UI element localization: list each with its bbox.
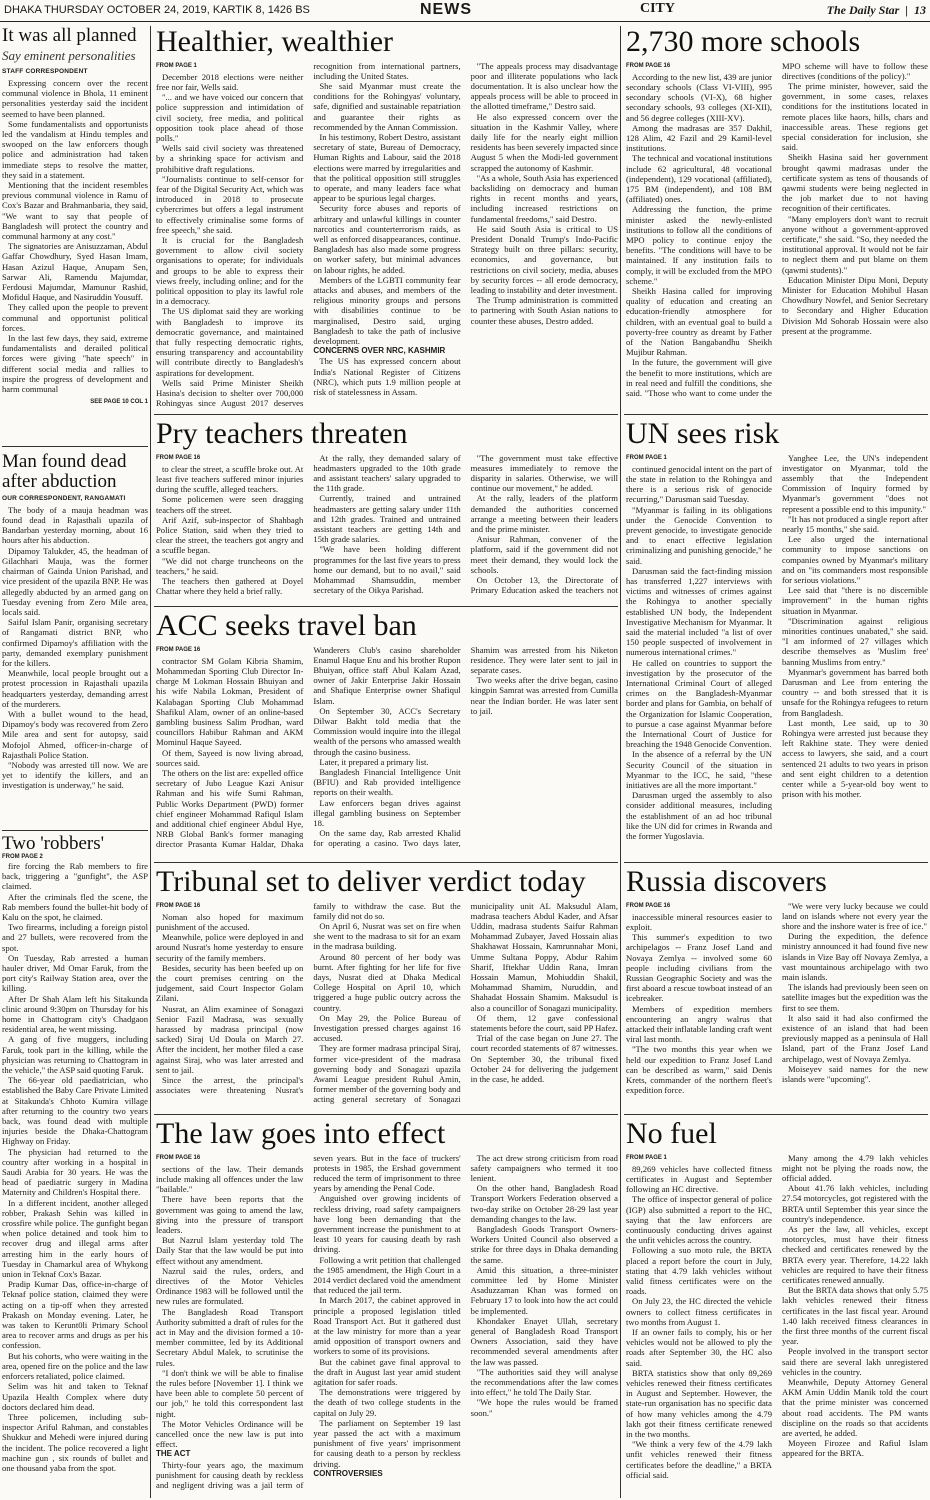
paragraph: Selim was hit and taken to Teknaf Upazila Health Complex where duty doctors declared him dead.: [2, 1381, 148, 1412]
headline: No fuel: [626, 1118, 717, 1150]
paragraph: "... and we have voiced our concern that police suppression and intimidation of civil society, free media, and political opposition took place ahead of those polls.": [156, 92, 304, 143]
jump-line: FROM PAGE 16: [626, 62, 671, 69]
paragraph: After Dr Shah Alam left his Sitakunda clinic around 9:30pm on Thursday for his home in Chattogram city's Chadgaon residential area, he went missing.: [2, 993, 148, 1035]
brand-name: The Daily Star: [826, 3, 900, 17]
paragraph: On September 30, ACC's Secretary Dilwar Bakht told media that the Commission would inquire into the illegal wealth of the persons who amassed wealth through the casino business.: [313, 705, 461, 757]
paragraph: Noman also hoped for maximum punishment of the accused.: [156, 911, 304, 932]
paragraph: There have been reports that the government was going to amend the law, giving into the pressure of transport leaders.: [156, 1194, 304, 1235]
jump-line: FROM PAGE 1: [156, 62, 197, 69]
paragraph: Wells said civil society was threatened by a shrinking space for activism and prohibitive draft regulations.: [156, 143, 304, 174]
paragraph: The others on the list are: expelled office secretary of Jubo League Kazi Anisur Rahman and his wife Sumi Rahman, Public Works Department (PWD) former chief engineer Mohammad Rafiqul Islam and additional chief engineer Abdul Hye, NRB Global Bank's former managing director Prasanta Kumar Haldar, Dhaka Wanderers Club's casino shareholder Enamul Haque Enu and his brother Rupon Bhuiyan, office staff Abul Kalam Azad, owner of Jakir Enterprise Jakir Hossain and Shafique Enterprise owner Shafiqul Islam.: [156, 644, 461, 850]
paragraph: Last month, Lee said, up to 30 Rohingya were arrested just because they left Rakhine state. They were denied access to lawyers, she said, and a court sentenced 21 adults to two years in prison and sent eight children to a detention center while a 5-year-old boy went to prison with his mother.: [782, 717, 928, 800]
paragraph: The body of a mauja headman was found dead in Rajasthali upazila of Bandarban yesterday morning, about 16 hours after his abduction.: [2, 504, 148, 546]
paragraph: The parliament on September 19 last year passed the act with a maximum punishment of five years' imprisonment for causing death to a person by reckless driving.: [313, 1417, 461, 1469]
paragraph: Currently, trained and untrained headmasters are getting salary under 11th and 12th grades. Trained and untrained assistant teachers are getting 14th and 15th grade salaries.: [313, 493, 461, 545]
paragraph: Two weeks after the drive began, casino kingpin Samrat was arrested from Cumilla near the Indian border. He was later sent to jail.: [470, 675, 618, 716]
paragraph: Nazrul said the rules, orders, and directives of the Motor Vehicles Ordinance 1983 will be followed until the new rules are formulated.: [156, 1265, 304, 1307]
paragraph: Thirty-four years ago, the maximum punishment for causing death by reckless and negligent driving was a jail term of seven years. But in the face of truckers' protests in 1985, the Ershad government reduced the term of imprisonment to three years by amending the Penal Code.: [156, 1152, 461, 1490]
paragraph: "Myanmar is failing in its obligations under the Genocide Convention to prevent genocide, to investigate genocide and to enact effective legislation criminalizing and punishing genocide," he said.: [626, 504, 772, 566]
story-planned: [2, 26, 148, 444]
paragraph: After the criminals fled the scene, the Rab members found the bullet-hit body of Kalu on the spot, he claimed.: [2, 891, 148, 922]
paragraph: This summer's expedition to two archipelagos -- Franz Josef Land and Novaya Zemlya -- involved some 60 people including civilians from the Russian Geographic Society and was the first aboard a rescue towboat instead of an icebreaker.: [626, 932, 772, 1004]
story-robbers: [2, 834, 148, 1498]
paragraph: But Nazrul Islam yesterday told The Daily Star that the law would be put into effect without any amendment.: [156, 1235, 304, 1266]
paragraph: Dipamoy Talukder, 45, the headman of Gilachhari Mauja, was the former chairman of Gainda Union Parishad, and vice president of the upazila BNP. He was allegedly abducted by an armed gang on Tuesday evening from Zero Mile area, locals said.: [2, 545, 148, 617]
jump-line: FROM PAGE 16: [626, 902, 671, 909]
paragraph: Myanmar's government has barred both Darusman and Lee from entering the country -- and both stressed that it is unsafe for the Rohingya refugees to return from Bangladesh.: [782, 666, 928, 718]
paragraph: They are former madrasa principal Siraj, former vice-president of the madrasa governing body and Sonagazi upazila Awami League president Ruhul Amin, former member of the governing body and acting general secretary of Sonagazi municipality unit AL Maksudul Alam, madrasa teachers Abdul Kader, and Afsar Uddin, madrasa students Saifur Rahman Mohammad Zubayer, Javed Hossain alias Shakhawat Hossain, Kamrunnahar Moni, Umme Sultana Poppy, Abdur Rahim Sharif, Iftekhar Uddin Rana, Imran Hossain Mamun, Mohiuddin Shakil, Mohammad Shamim, Nuruddin, and Shahadat Hossain Shamim. Maksudul is also a councillor of Sonagazi municipality.: [313, 900, 618, 1105]
page-number: 13: [914, 3, 926, 17]
paragraph: fire forcing the Rab members to fire back, triggering a "gunfight", the ASP claimed.: [2, 860, 148, 892]
paragraph: Khondaker Enayet Ullah, secretary general of Bangladesh Road Transport Owners Association, said they have recommended several amendments after the law was passed.: [470, 1315, 618, 1367]
section-rule: [624, 414, 928, 415]
paragraph: Of them, 12 gave confessional statements before the court, said PP Hafez.: [470, 1012, 618, 1033]
paragraph: Some fundamentalists and opportunists led the vandalism at Hindu temples and swooped on the law enforcers though police and administration had taken immediate steps to resolve the matter, they said in a statement.: [2, 118, 148, 180]
paragraph: Lee also urged the international community to impose sanctions on companies owned by Myanmar's military and on "its commanders most responsible for serious violations.": [782, 534, 928, 585]
paragraph: Expressing concern over the recent communal violence in Bhola, 11 eminent personalities yesterday said the incident seemed to have been planned.: [2, 77, 148, 119]
paragraph: With a bullet wound to the head, Dipamoy's body was recovered from Zero Mile area and sent for autopsy, said Mofojol Ahmed, officer-in-charge of Rajasthali Police Station.: [2, 708, 148, 760]
paragraph: In March 2017, the cabinet approved in principle a proposed legislation titled Road Transport Act. But it gathered dust at the law ministry for more than a year amid opposition of transport owners and workers to some of its provisions.: [313, 1295, 461, 1357]
paragraph: In the last few days, they said, extreme fundamentalists and derailed political forces were giving "hate speech" in different social media and rallies to inspire the progress of development and harm communal: [2, 333, 148, 395]
headline: 2,730 more schools: [626, 26, 861, 58]
paragraph: "We were very lucky because we could land on islands where not every year the shore and the inshore water is free of ice.": [782, 900, 928, 931]
paragraph: Since the arrest, the principal's associates were threatening Nusrat's family to withdraw the case. But the family did not do so.: [156, 900, 461, 1096]
paragraph: The technical and vocational institutions include 62 agricultural, 48 vocational (independent), 129 vocational (affiliated), 175 BM (independent), and 108 BM (affiliated) ones.: [626, 153, 772, 205]
paragraph: "Discrimination against religious minorities continues unabated," she said. "I am informed of 27 villages which describe themselves as 'Muslim free' banning Muslims from entry.": [782, 615, 928, 667]
paragraph: The demonstrations were triggered by the death of two college students in the capital on July 29.: [313, 1387, 461, 1418]
story-body: [156, 61, 618, 409]
paragraph: In the absence of a referral by the UN Security Council of the situation in Myanmar to the ICC, he said, "these initiatives are all the more important.": [626, 749, 772, 790]
story-teachers: [156, 418, 618, 604]
paragraph: Moyeen Firozee and Rafiul Islam appeared for the BRTA.: [782, 1438, 928, 1459]
deck: Say eminent personalities: [2, 47, 136, 63]
paragraph: Wells said Prime Minister Sheikh Hasina's decision to shelter over 700,000 Rohingyas since August 2017 deserves recognition from international partners, including the United States.: [156, 60, 461, 409]
section-rule: [154, 1114, 618, 1115]
subheading: CONCERNS OVER NRC, KASHMIR: [313, 346, 446, 356]
paragraph: The physician had returned to the country after working in a hospital in Saudi Arabia for 30 years. He was the head of paediatric surgery in Madina Maternity and Children's Hospital there.: [2, 1146, 148, 1198]
story-body: [156, 1153, 618, 1495]
story-abduction: [2, 452, 148, 828]
paragraph: Meanwhile, local people brought out a protest procession in Rajasthali upazila headquarters yesterday, demanding arrest of the murderers.: [2, 668, 148, 709]
paragraph: Saiful Islam Panir, organising secretary of Rangamati district BNP, who confirmed Dipamoy's affiliation with the party, demanded exemplary punishment for the killers.: [2, 617, 148, 668]
jump-line: FROM PAGE 16: [156, 646, 201, 653]
story-body: [2, 505, 148, 825]
paragraph: Later, it prepared a primary list.: [319, 756, 429, 767]
paragraph: Sheikh Hasina said her government brought qawmi madrasas under the certificate system as tens of thousands of qawmi students were being neglected in the job market due to not having recognition of their certificates.: [782, 152, 928, 214]
story-body: [156, 901, 618, 1109]
paragraph: "It has not produced a single report after nearly 15 months," she said.: [782, 513, 928, 534]
story-body: [2, 78, 148, 398]
paragraph: The prime minister, however, said the government, in some cases, relaxes conditions for the institutions located in remote places like haors, hills, chars and inaccessible areas. These regions get special consideration for inclusion, she said.: [782, 80, 928, 153]
paragraph: "The government must take effective measures immediately to remove the disparity in salaries. Otherwise, we will continue our movement," he added.: [470, 452, 618, 494]
paragraph: Arif Azif, sub-inspector of Shahbagh Police Station, said when they tried to clear the street, the teachers got angry and a scuffle began.: [156, 514, 304, 556]
paragraph: Nusrat, an Alim examinee of Sonagazi Senior Fazil Madrasa, was sexually harassed by madrasa principal (now sacked) Siraj Ud Doula on March 27. After the incident, her mother filed a case against Siraj, who was later arrested and sent to jail.: [156, 1003, 304, 1075]
paragraph: inaccessible mineral resources easier to exploit.: [626, 911, 772, 932]
paragraph: The Trump administration is committed to partnering with South Asian nations to counter these abuses, Destro added.: [470, 295, 618, 326]
paragraph: Two firearms, including a foreign pistol and 27 bullets, were recovered from the spot.: [2, 922, 148, 953]
paragraph: Sheikh Hasina called for improving quality of education and creating an education-friendly atmosphere for children, with an eventual goal to build a poverty-free country as dreamt by Father of the Nation Bangabandhu Sheikh Mujibur Rahman.: [626, 285, 772, 358]
jump-line: FROM PAGE 16: [156, 902, 201, 909]
paragraph: "Journalists continue to self-censor for fear of the Digital Security Act, which was introduced in 2018 to prosecute cybercrimes but offers a legal instrument to effectively criminalise some forms of free speech," she said.: [156, 173, 304, 235]
paragraph: "We hope the rules would be framed soon.": [470, 1397, 618, 1418]
column-rule: [150, 26, 151, 1498]
paragraph: The teachers then gathered at Doyel Chattar where they held a brief rally.: [156, 575, 304, 597]
paragraph: On the other hand, Bangladesh Road Transport Workers Federation observed a two-day strike on October 28-29 last year demanding changes to the law.: [470, 1183, 618, 1224]
story-schools: [626, 26, 928, 412]
section-rule: [154, 862, 618, 863]
paragraph: "We did not charge truncheons on the teachers," he said.: [156, 555, 304, 576]
paragraph: "We have been holding different programmes for the last five years to press home our demand, but to no avail," said Mohammad Shamsuddin, member secretary of the Oikya Parishad.: [313, 544, 461, 596]
paragraph: Amid this situation, a three-minister committee led by Home Minister Asaduzzaman Khan was formed on February 17 to look into how the act could be implemented.: [470, 1264, 618, 1316]
story-tribunal: [156, 866, 618, 1112]
story-healthier: [156, 26, 618, 412]
story-body: [626, 901, 928, 1109]
paragraph: During the expedition, the defence ministry announced it had found five new islands in Vize Bay off Novaya Zemlya, a vast mountainous archipelago with two main islands.: [782, 931, 928, 982]
paragraph: According to the new list, 439 are junior secondary schools (Class VI-VIII), 995 secondary schools (VI-X), 68 higher secondary schools, 93 colleges (XI-XII), and 56 degree colleges (XIII-XV).: [626, 71, 772, 123]
paragraph: The office of inspector general of police (IGP) also submitted a report to the HC, saying that the law enforcers are continuously conducting drives against the unfit vehicles across the country.: [626, 1194, 772, 1246]
paragraph: "The authorities said they will analyse the recommendations after the law comes into effect," he told The Daily Star.: [470, 1366, 618, 1398]
paragraph: The act drew strong criticism from road safety campaigners who termed it too lenient.: [470, 1152, 618, 1183]
paragraph: "As a whole, South Asia has experienced backsliding on democracy and human rights in recent months and years, including increased restrictions on fundamental freedoms," said Destro.: [470, 172, 618, 224]
paragraph: But the BRTA data shows that only 5.75 lakh vehicles renewed their fitness certificates in the last fiscal year. Around 1.40 lakh received fitness clearances in the first three months of the current fiscal year.: [782, 1285, 928, 1347]
paragraph: People involved in the transport sector said there are several lakh unregistered vehicles in the country.: [782, 1346, 928, 1377]
paragraph: December 2018 elections were neither free nor fair, Wells said.: [156, 71, 304, 92]
newspaper-brand: The Daily Star | 13: [826, 3, 926, 17]
paragraph: Many among the 4.79 lakh vehicles might not be plying the roads now, the official added.: [782, 1152, 928, 1183]
paragraph: He also expressed concern over the situation in the Kashmir Valley, where daily life for the nearly eight million residents has been severely impacted since August 5 when the Modi-led government scrapped the autonomy of Kashmir.: [470, 111, 618, 173]
paragraph: The islands had previously been seen on satellite images but the expedition was the first to see them.: [782, 982, 928, 1013]
story-acc: [156, 610, 618, 860]
jump-line: FROM PAGE 16: [156, 1154, 201, 1161]
section-rule: [154, 606, 618, 607]
paragraph: 89,269 vehicles have collected fitness certificates in August and September following an HC directive.: [626, 1163, 772, 1195]
paragraph: A gang of five muggers, including Faruk, took part in the killing, while the physician was returning to Chattogram in the vehicle," the ASP said quoting Faruk.: [2, 1034, 148, 1075]
paragraph: Trial of the case began on June 27. The court recorded statements of 87 witnesses. On September 30, the tribunal fixed October 24 for delivering the judgement in the case, he added.: [470, 1033, 618, 1084]
paragraph: About 41.76 lakh vehicles, including 27.54 motorcycles, got registered with the BRTA until September this year since the country's independence.: [782, 1183, 928, 1224]
paragraph: Darusman urged the assembly to also consider additional measures, including the establishment of an ad hoc tribunal like the UN did for crimes in Rwanda and the former Yugoslavia.: [626, 790, 772, 842]
paragraph: "Nobody was arrested till now. We are yet to identify the killers, and an investigation is underway," he said.: [2, 759, 148, 791]
headline: ACC seeks travel ban: [156, 610, 417, 642]
headline: Two 'robbers': [2, 834, 105, 854]
paragraph: Following a writ petition that challenged the 1985 amendment, the High Court in a 2014 verdict declared void the amendment that reduced the jail term.: [313, 1254, 461, 1296]
paragraph: BRTA statistics show that only 89,269 vehicles renewed their fitness certificates in August and September. However, the state-run organisation has no specific data of how many vehicles among the 4.79 lakh got their fitness certificate renewed in the two months.: [626, 1367, 772, 1439]
masthead: [0, 0, 930, 22]
paragraph: "The appeals process may disadvantage poor and illiterate populations who lack documentation. It is also unclear how the appeals process will be able to proceed in the allotted timeframe," Destro said.: [470, 60, 618, 112]
paragraph: She said Myanmar must create the conditions for the Rohingyas' voluntary, safe, dignified and sustainable repatriation and guarantee their rights as recommended by the Annan Commission.: [313, 80, 461, 132]
section-rule: [624, 862, 928, 863]
paragraph: continued genocidal intent on the part of the state in relation to the Rohingya and there is a serious risk of genocide recurring," Darusman said Tuesday.: [626, 463, 772, 505]
jump-line: FROM PAGE 1: [626, 1154, 667, 1161]
paragraph: Some policemen were seen dragging teachers off the street.: [156, 494, 304, 515]
story-law: [156, 1118, 618, 1498]
paragraph: Meanwhile, police were deployed in and around Nusrat's home yesterday to ensure security of the family members.: [156, 932, 304, 963]
paragraph: The US has expressed concern about India's National Register of Citizens (NRC), which puts 1.9 million people at risk of statelessness in Assam.: [313, 356, 461, 397]
paragraph: On July 23, the HC directed the vehicle owners to collect fitness certificates in two months from August 1.: [626, 1296, 772, 1327]
paragraph: On Tuesday, Rab arrested a human hauler driver, Md Omar Faruk, from the port city's Railway Station area, over the killing.: [2, 952, 148, 994]
paragraph: At the rally, they demanded salary of headmasters upgraded to the 10th grade and assistant teachers' salary upgraded to the 11th grade.: [313, 452, 461, 494]
section-rule: [2, 830, 148, 831]
paragraph: Among the madrasas are 357 Dakhil, 128 Alim, 42 Fazil and 29 Kamil-level institutions.: [626, 122, 772, 154]
paragraph: contractor SM Golam Kibria Shamim, Mohammedan Sporting Club Director In-charge M Lokman Hossain Bhuiyan and his wife Nabila Lokman, President of Kalabagan Sporting Club Mohammad Shafikul Alam, owner of an online-based gambling business Salim Prodhan, ward councillors Habibur Rahman and AKM Mominul Haque Sayeed.: [156, 655, 304, 748]
paragraph: The US diplomat said they are working with Bangladesh to improve its democratic governance, and maintained that fully respecting democratic rights, ensuring transparency and accountability will contribute directly to Bangladesh's aspirations for development.: [156, 306, 304, 378]
paragraph: Bangladesh Financial Intelligence Unit (BFIU) and Rab provided intelligence reports on their wealth.: [313, 766, 461, 798]
paragraph: It is crucial for the Bangladesh government to allow civil society organisations to operate; for individuals and groups to be able to express their views freely, including online; and for the political opposition to play its lawful role in a democracy.: [156, 234, 304, 307]
paragraph: It also said it had also confirmed the existence of an island that had been previously mapped as a peninsula of Hall Island, part of the Franz Josef Land archipelago, west of Novaya Zemlya.: [782, 1012, 928, 1064]
subsection-label: CITY: [640, 1, 676, 16]
paragraph: He called on countries to support the investigation by the prosecutor of the International Criminal Court of alleged crimes on the Bangladesh-Myanmar border and plans for Gambia, on behalf of the Organization for Islamic Cooperation, to pursue a case against Myanmar before the International Court of Justice for breaching the 1948 Genocide Convention.: [626, 657, 772, 750]
paragraph: Darusman said the fact-finding mission has transferred 1,227 interviews with victims and witnesses of crimes against the Rohingya to another specially established UN body, the Independent Investigative Mechanism for Myanmar. It said the material included "a list of over 150 people suspected of involvement in numerous international crimes.": [626, 565, 772, 658]
jump-line: FROM PAGE 16: [156, 454, 201, 461]
paragraph: Members of the LGBTI community fear attacks and abuses, and members of the religious minority groups and persons with disabilities continue to be marginalised, Destro said, urging Bangladesh to take the path of inclusive development.: [313, 274, 461, 346]
paragraph: On October 13, the Directorate of Primary Education asked the teachers not: [470, 574, 618, 596]
paragraph: In a different incident, another alleged robber, Prakash Sehin was killed in crossfire while police. The gunfight began when police detained and took him to recover drug and illegal arms after arresting him in the early hours of Tuesday in Chamarkul area of Whykong union in Teknaf Cox's Bazar.: [2, 1197, 148, 1280]
paragraph: Addressing the function, the prime minister asked the newly-enlisted institutions to follow all the conditions of MPO policy to continue enjoy the benefits. "The conditions will have to be maintained. If any institution fails to comply, it will be excluded from the MPO scheme.": [626, 204, 772, 286]
headline: Tribunal set to deliver verdict today: [156, 866, 586, 898]
headline: Man found dead after abduction: [2, 452, 127, 492]
paragraph: In his testimony, Robert Destro, assistant secretary of state, Bureau of Democracy, Human Rights and Labour, said the 2018 elections were marred by irregularities and that the political opposition still struggles to operate, and many leaders face what appear to be spurious legal charges.: [313, 131, 461, 204]
story-russia: [626, 866, 928, 1112]
story-fuel: [626, 1118, 928, 1498]
headline: The law goes into effect: [156, 1118, 446, 1150]
section-label: NEWS: [420, 1, 472, 18]
paragraph: sections of the law. Their demands include making all offences under the law "bailable.": [156, 1163, 304, 1195]
paragraph: Education Minister Dipu Moni, Deputy Minister for Education Mohibul Hasan Chowdhury Nowfel, and Senior Secretary to Secondary and Higher Education Division Md Sohorab Hossain were also present at the programme.: [782, 274, 928, 336]
headline: It was all planned: [2, 26, 137, 46]
paragraph: In the future, the government will give the benefit to more institutions, which are in real need and fulfill the conditions, she said. "Those who want to come under the MPO scheme will have to follow these directives (conditions of the policy).": [626, 60, 928, 398]
headline: UN sees risk: [626, 418, 780, 450]
dateline: DHAKA THURSDAY OCTOBER 24, 2019, KARTIK 8, 1426 BS: [4, 4, 310, 16]
paragraph: But the cabinet gave final approval to the draft in August last year amid student agitation for safer roads.: [313, 1356, 461, 1387]
paragraph: Yanghee Lee, the UN's independent investigator on Myanmar, told the assembly that the Independent Commission of Inquiry formed by Myanmar's government "does not represent a possible end to this impunity.": [782, 452, 928, 514]
paragraph: Bangladesh Goods Transport Owners-Workers United Council also observed a strike for three days in Dhaka demanding the same.: [470, 1223, 618, 1265]
paragraph: "I don't think we will be able to finalise the rules before [November 1]. I think we have been able to complete 50 percent of our job," he told this correspondent last night.: [156, 1367, 304, 1419]
paragraph: But his cohorts, who were waiting in the area, opened fire on the police and the law enforcers retaliated, police claimed.: [2, 1350, 148, 1382]
paragraph: Besides, security has been beefed up on the court premises centring on the judgement, said Court Inspector Golam Zilani.: [156, 962, 304, 1004]
paragraph: Mentioning that the incident resembles previous communal violence in Ramu of Cox's Bazar and Brahmanbaria, they said, "We want to say that people of Bangladesh will protect the country and communal harmony at any cost.": [2, 179, 148, 241]
section-rule: [624, 1114, 928, 1115]
paragraph: The Bangladesh Road Transport Authority submitted a draft of rules for the act in May and the division formed a 10-member committee, led by its Additional Secretary Abdul Malek, to scrutinise the rules.: [156, 1306, 304, 1368]
paragraph: "The two months this year when we held our expedition to Franz Josef Land can be described as warm," said Denis Krets, commander of the northern fleet's expedition force.: [626, 1044, 772, 1096]
story-body: [626, 1153, 928, 1495]
story-body: [2, 861, 148, 1491]
headline: Russia discovers: [626, 866, 827, 898]
paragraph: Moiseyev said names for the new islands were "upcoming".: [782, 1063, 928, 1084]
section-rule: [154, 414, 618, 415]
paragraph: Lee said that "there is no discernible improvement" in the human rights situation in Myanmar.: [782, 585, 928, 616]
paragraph: Pradip Kumar Das, office-in-charge of Teknaf police station, claimed they were acting on a tip-off when they arrested Prakash on Monday evening. Later, he was taken to Kerunt0li Primary School area to recover arms and drugs as per his confession.: [2, 1279, 148, 1351]
paragraph: He said South Asia is critical to US President Donald Trump's Indo-Pacific Strategy built on three pillars: security, economics, and governance, but restrictions on civil society, media, abuses by security forces -- all erode democracy, leading to instability and deter investment.: [470, 223, 618, 295]
story-body: [156, 645, 618, 857]
paragraph: They called upon the people to prevent communal and opportunist political forces.: [2, 302, 148, 333]
story-body: [156, 453, 618, 601]
paragraph: On the same day, Rab arrested Khalid for operating a casino. Two days later, Shamim was arrested from his Niketon residence. They were later sent to jail in separate cases.: [313, 644, 618, 849]
paragraph: Meanwhile, Deputy Attorney General AKM Amin Uddin Manik told the court that the prime minister was concerned about road accidents. The PM wants discipline on the roads so that accidents are averted, he added.: [782, 1376, 928, 1438]
paragraph: The Motor Vehicles Ordinance will be cancelled once the new law is put into effect.: [156, 1418, 304, 1450]
paragraph: If an owner fails to comply, his or her vehicles would not be allowed to ply the roads after September 30, the HC also said.: [626, 1326, 772, 1368]
headline: Healthier, wealthier: [156, 26, 394, 58]
paragraph: to clear the street, a scuffle broke out. At least five teachers suffered minor injuries during the scuffle, alleged teachers.: [156, 463, 304, 495]
paragraph: On April 6, Nusrat was set on fire when she went to the madrasa to sit for an exam in the madrasa building.: [313, 920, 461, 952]
byline: STAFF CORRESPONDENT: [2, 67, 88, 75]
paragraph: "Many employers don't want to recruit anyone without a government-approved certificate," she said. "So, they needed the institutional approval. It would not be fair to neglect them and put blame on them (qawmi students).": [782, 213, 928, 275]
paragraph: "We think a very few of the 4.79 lakh unfit vehicles renewed their fitness certificates before the deadline," a BRTA official said.: [626, 1439, 772, 1480]
paragraph: At the rally, leaders of the platform demanded the authorities concerned arrange a meeting between their leaders and the prime minister.: [470, 493, 618, 534]
paragraph: Anisur Rahman, convener of the platform, said if the government did not meet their demand, they would lock the schools.: [470, 534, 618, 575]
paragraph: Anguished over growing incidents of reckless driving, road safety campaigners have long been demanding that the government increase the punishment to at least 10 years for causing death by rash driving.: [313, 1193, 461, 1255]
paragraph: Three policemen, including sub-inspector Ariful Rahman, and constables Shukkur and Mehedi were injured during the incident. The police recovered a light machine gun , six rounds of bullet and one thousand yaba from the spot.: [2, 1411, 148, 1473]
subheading: THE ACT: [156, 1449, 191, 1459]
paragraph: Around 80 percent of her body was burnt. After fighting for her life for five days, Nusrat died at Dhaka Medical College Hospital on April 10, which triggered a huge public outcry across the country.: [313, 951, 461, 1013]
paragraph: Members of expedition members encountering an angry walrus that attacked their inflatable landing craft went viral last month.: [626, 1003, 772, 1045]
jump-line: FROM PAGE 1: [626, 454, 667, 461]
continued-note: SEE PAGE 10 COL 1: [90, 398, 148, 405]
paragraph: The signatories are Anisuzzaman, Abdul Gaffar Chowdhury, Syed Hasan Imam, Hasan Azizul Haque, Anupam Sen, Sarwar Ali, Ramendu Majumdar, Ferdousi Majumdar, Mamunur Rashid, Mofidul Haque, and Nasiruddin Yousuff.: [2, 241, 148, 303]
jump-line: FROM PAGE 2: [2, 853, 43, 860]
section-rule: [2, 446, 148, 447]
paragraph: Law enforcers began drives against illegal gambling business on September 18.: [313, 797, 461, 828]
story-un: [626, 418, 928, 860]
story-body: [626, 453, 928, 857]
paragraph: Of them, Sayeed is now living abroad, sources said.: [156, 747, 304, 768]
paragraph: The 66-year old paediatrician, who established the Baby Care Private Limited at Sitakunda's Chhoto Kumira village after returning to the country two years back, was found dead with multiple injuries beside the Dhaka-Chattogram Highway on Friday.: [2, 1075, 148, 1147]
paragraph: Following a suo moto rule, the BRTA placed a report before the court in July, stating that 4.79 lakh vehicles without valid fitness certificates were on the roads.: [626, 1245, 772, 1297]
paragraph: As per the law, all vehicles, except motorcycles, must have their fitness checked and certificates renewed by the BRTA every year. Therefore, 14.22 lakh vehicles are required to have their fitness certificates renewed annually.: [782, 1223, 928, 1285]
paragraph: Security force abuses and reports of arbitrary and unlawful killings in counter narcotics and counterterrorism raids, as well as enforced disappearances, continue. Bangladesh has also made some progress on worker safety, but minimal advances on labour rights, he added.: [313, 203, 461, 275]
subheading: CONTROVERSIES: [313, 1468, 383, 1478]
headline: Pry teachers threaten: [156, 418, 408, 450]
paragraph: On May 29, the Police Bureau of Investigation pressed charges against 16 accused.: [313, 1012, 461, 1044]
story-body: [626, 61, 928, 409]
column-rule: [620, 26, 621, 1498]
byline: OUR CORRESPONDENT, RANGAMATI: [2, 494, 126, 502]
